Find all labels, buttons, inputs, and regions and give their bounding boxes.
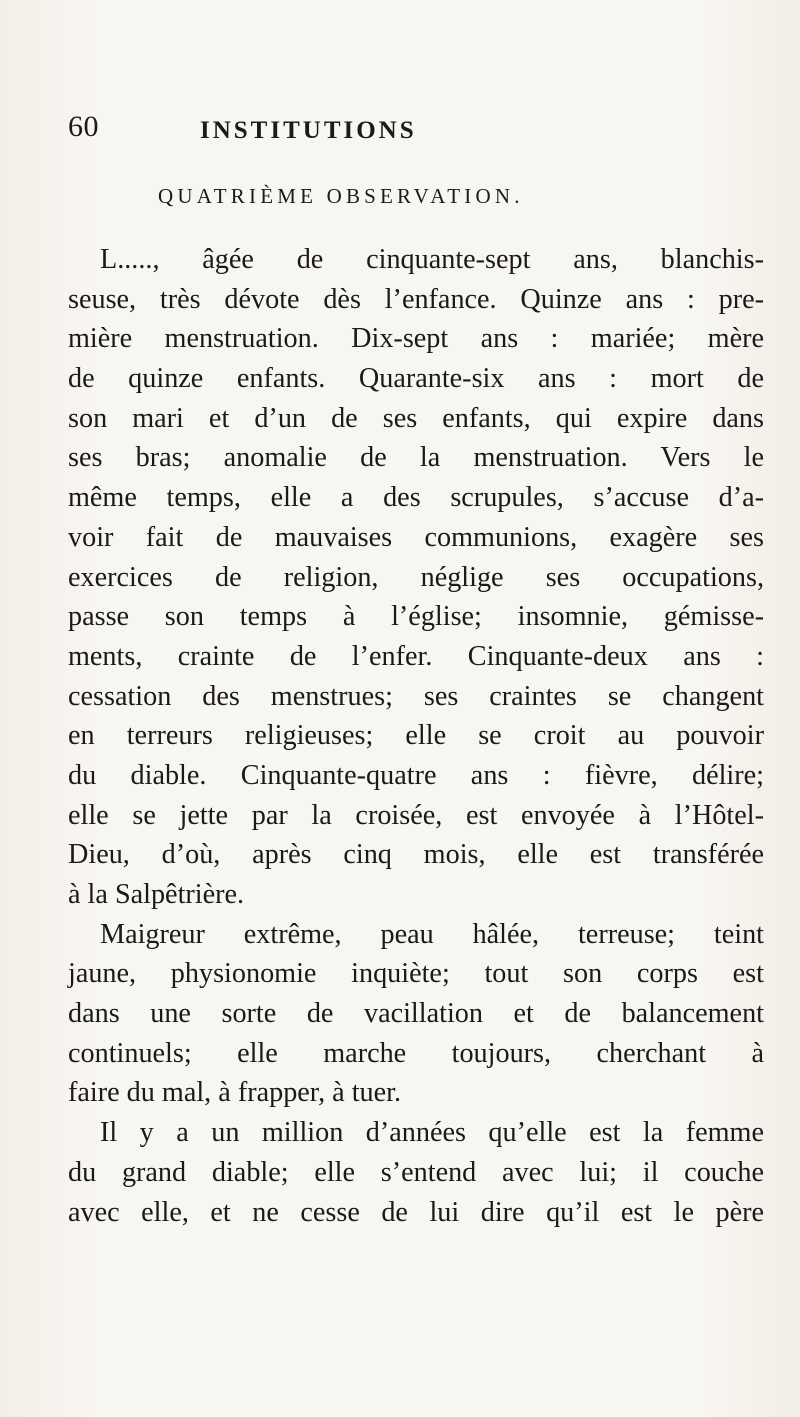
body-text xyxy=(68,240,764,1232)
text-line: passe son temps à l’église; insomnie, gémisse- xyxy=(68,601,764,633)
text-line: faire du mal, à frapper, à tuer. xyxy=(68,1077,402,1109)
text-line: ments, crainte de l’enfer. Cinquante-deux ans : xyxy=(68,640,764,672)
text-line: Il y a un million d’années qu’elle est la femme xyxy=(100,1117,764,1149)
section-title: QUATRIÈME OBSERVATION. xyxy=(158,184,524,208)
text-line: même temps, elle a des scrupules, s’accuse d’a- xyxy=(68,482,764,514)
text-line: à la Salpêtrière. xyxy=(68,879,245,910)
text-line: voir fait de mauvaises communions, exagère ses xyxy=(68,521,764,553)
text-line: en terreurs religieuses; elle se croit au pouvoir xyxy=(68,720,764,752)
text-line: elle se jette par la croisée, est envoyée à l’Hôtel- xyxy=(68,799,764,831)
text-line: continuels; elle marche toujours, cherchant à xyxy=(68,1037,764,1069)
page-number: 60 xyxy=(68,110,99,143)
text-line: du diable. Cinquante-quatre ans : fièvre, délire; xyxy=(68,759,764,791)
text-line: seuse, très dévote dès l’enfance. Quinze ans : pre- xyxy=(68,283,764,315)
text-line: avec elle, et ne cesse de lui dire qu’il est le père xyxy=(68,1196,764,1228)
text-line: cessation des menstrues; ses craintes se changent xyxy=(68,680,764,712)
text-line: son mari et d’un de ses enfants, qui expire dans xyxy=(68,402,764,434)
text-line: Maigreur extrême, peau hâlée, terreuse; teint xyxy=(100,918,764,950)
text-line: du grand diable; elle s’entend avec lui; il couche xyxy=(68,1156,764,1188)
text-line: Dieu, d’où, après cinq mois, elle est transférée xyxy=(68,839,764,871)
text-line: L....., âgée de cinquante-sept ans, blanchis- xyxy=(100,244,764,275)
running-head: INSTITUTIONS xyxy=(200,117,417,144)
text-line: ses bras; anomalie de la menstruation. Vers le xyxy=(68,442,764,474)
text-line: jaune, physionomie inquiète; tout son corps est xyxy=(68,958,764,990)
text-line: dans une sorte de vacillation et de balancement xyxy=(68,998,764,1030)
text-line: mière menstruation. Dix-sept ans : mariée; mère xyxy=(68,323,764,355)
text-line: exercices de religion, néglige ses occupations, xyxy=(68,561,764,593)
text-line: de quinze enfants. Quarante-six ans : mort de xyxy=(68,363,764,395)
